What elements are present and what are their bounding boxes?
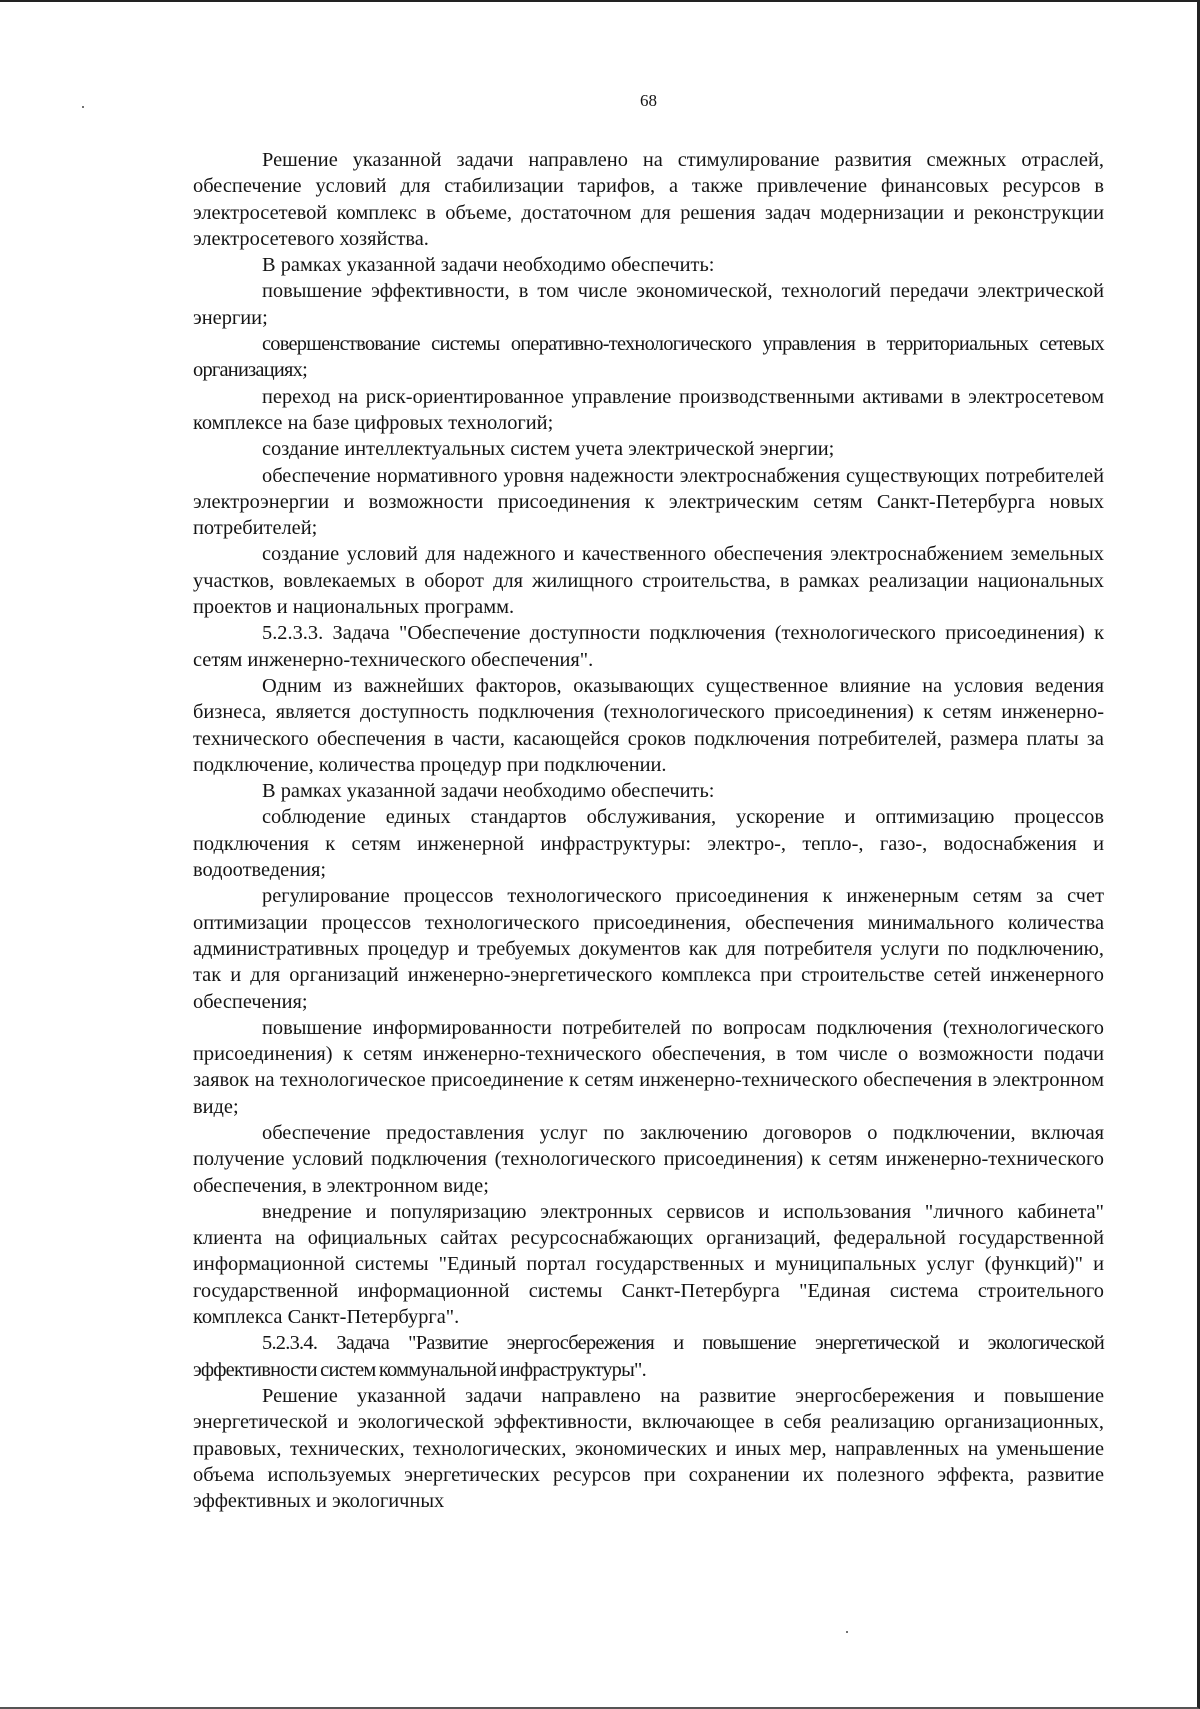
paragraph-5: переход на риск-ориентированное управление производственными активами в электросетевом комплексе на базе цифровых технологий; bbox=[193, 385, 1104, 434]
page-number: 68 bbox=[640, 91, 657, 110]
document-page bbox=[193, 0, 1104, 1709]
paragraph-13: регулирование процессов технологического присоединения к инженерным сетям за счет оптимизации процессов технологического присоединения, обеспечения минимального количества административных процедур и требуемых документов как для потребителя услуги по подключению, так и для организаций инженерно-энергетического комплекса при строительстве сетей инженерного обеспечения; bbox=[193, 885, 1104, 1013]
paragraph-12: соблюдение единых стандартов обслуживания, ускорение и оптимизацию процессов подключения к сетям инженерной инфраструктуры: электро-, тепло-, газо-, водоснабжения и водоотведения; bbox=[193, 806, 1104, 882]
paragraph-11: В рамках указанной задачи необходимо обеспечить: bbox=[262, 780, 715, 803]
paragraph-14: повышение информированности потребителей по вопросам подключения (технологического присоединения) к сетям инженерно-технического обеспечения, в том числе о возможности подачи заявок на технологическое присоединение к сетям инженерно-технического обеспечения в электронном виде; bbox=[193, 1016, 1104, 1118]
section-heading-5-2-3-4: 5.2.3.4. Задача "Развитие энергосбережения и повышение энергетической и экологической эффективности систем коммунальной инфраструктуры". bbox=[193, 1332, 1104, 1381]
paragraph-16: внедрение и популяризацию электронных сервисов и использования "личного кабинета" клиента на официальных сайтах ресурсоснабжающих организаций, федеральной государственной информационной системы "Единый портал государственных и муниципальных услуг (функций)" и государственной информационной системы Санкт-Петербурга "Единая система строительного комплекса Санкт-Петербурга". bbox=[193, 1200, 1104, 1329]
section-heading-5-2-3-3: 5.2.3.3. Задача "Обеспечение доступности подключения (технологического присоединения) к сетям инженерно-технического обеспечения". bbox=[193, 622, 1104, 671]
paragraph-10: Одним из важнейших факторов, оказывающих существенное влияние на условия ведения бизнеса, является доступность подключения (технологического присоединения) к сетям инженерно-технического обеспечения в части, касающейся сроков подключения потребителей, размера платы за подключение, количества процедур при подключении. bbox=[193, 674, 1104, 776]
paragraph-15: обеспечение предоставления услуг по заключению договоров о подключении, включая получение условий подключения (технологического присоединения) к сетям инженерно-технического обеспечения, в электронном виде; bbox=[193, 1121, 1104, 1197]
paragraph-4: совершенствование системы оперативно-технологического управления в территориальных сетевых организациях; bbox=[193, 333, 1104, 382]
paragraph-2: В рамках указанной задачи необходимо обеспечить: bbox=[262, 254, 715, 277]
paragraph-7: обеспечение нормативного уровня надежности электроснабжения существующих потребителей электроэнергии и возможности присоединения к электрическим сетям Санкт-Петербурга новых потребителей; bbox=[193, 464, 1104, 540]
paragraph-3: повышение эффективности, в том числе экономической, технологий передачи электрической энергии; bbox=[193, 280, 1104, 329]
paragraph-1: Решение указанной задачи направлено на стимулирование развития смежных отраслей, обеспечение условий для стабилизации тарифов, а также привлечение финансовых ресурсов в электросетевой комплекс в объеме, достаточном для решения задач модернизации и реконструкции электросетевого хозяйства. bbox=[193, 149, 1104, 250]
paragraph-8: создание условий для надежного и качественного обеспечения электроснабжением земельных участков, вовлекаемых в оборот для жилищного строительства, в рамках реализации национальных проектов и национальных программ. bbox=[193, 543, 1104, 619]
document-body bbox=[193, 147, 1104, 1514]
paragraph-18: Решение указанной задачи направлено на развитие энергосбережения и повышение энергетической и экологической эффективности, включающее в себя реализацию организационных, правовых, технических, технологических, экономических и иных мер, направленных на уменьшение объема используемых энергетических ресурсов при сохранении их полезного эффекта, развитие эффективных и экологичных bbox=[193, 1384, 1104, 1513]
paragraph-6: создание интеллектуальных систем учета электрической энергии; bbox=[262, 438, 835, 461]
scan-speck bbox=[82, 106, 84, 108]
